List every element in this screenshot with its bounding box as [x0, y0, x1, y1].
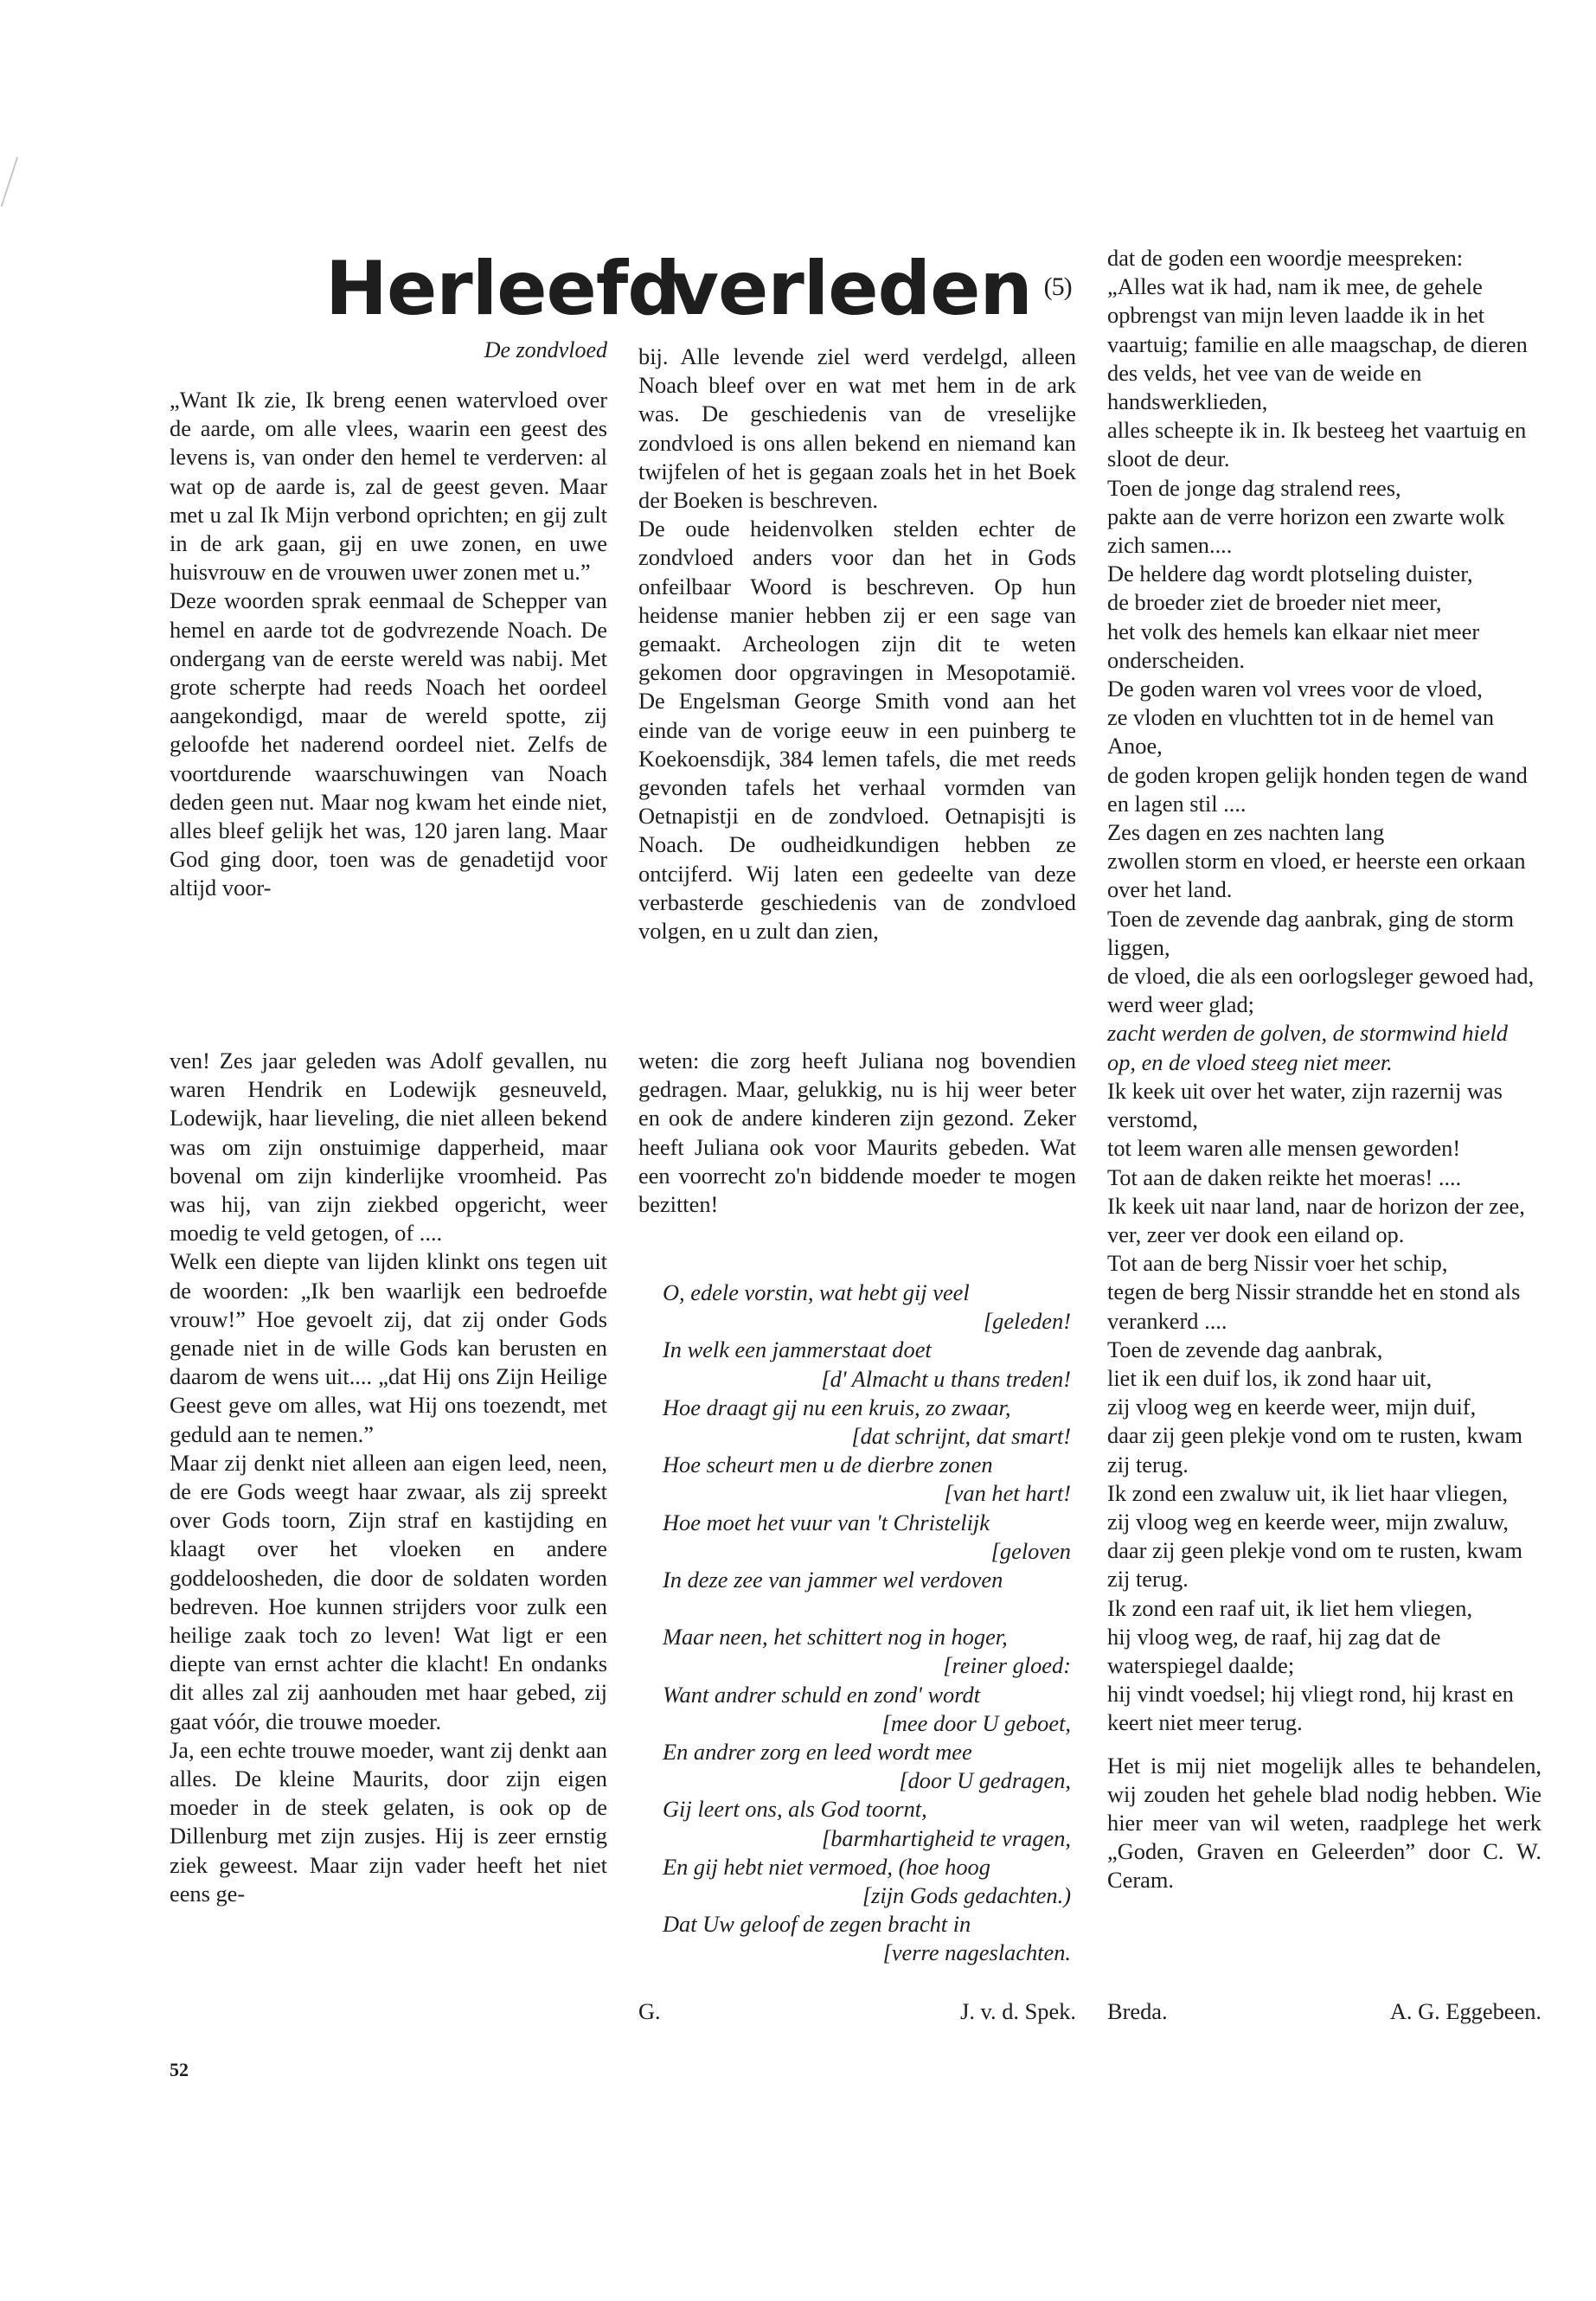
epic-line: de broeder ziet de broeder niet meer,: [1107, 589, 1442, 616]
poem: [663, 1279, 1076, 1968]
poem-line: O, edele vorstin, wat hebt gij veel: [663, 1279, 970, 1305]
poem-line: Gij leert ons, als God toornt,: [663, 1796, 927, 1823]
poem-line-continuation: [verre nageslachten.: [882, 1939, 1071, 1966]
epic-line: tot leem waren alle mensen geworden!: [1107, 1135, 1461, 1162]
column-1-top: [170, 386, 607, 903]
epic-line: tegen de berg Nissir strandde het en stond als verankerd ....: [1107, 1279, 1521, 1334]
column-2-bottom: [638, 1047, 1076, 1219]
poem-line: Hoe draagt gij nu een kruis, zo zwaar,: [663, 1394, 1011, 1420]
paragraph: bij. Alle levende ziel werd verdelgd, alleen Noach bleef over en wat met hem in de ark was. De geschiedenis van de vreselijke zondvloed is ons allen bekend en niemand kan twijfelen of het is gegaan zoals het in het Boek der Boeken is beschreven.: [638, 343, 1076, 514]
poem-line-continuation: [van het hart!: [944, 1480, 1071, 1507]
epic-line: hij vloog weg, de raaf, hij zag dat de waterspiegel daalde;: [1107, 1623, 1441, 1678]
article-title: [325, 244, 1086, 332]
epic-line: De heldere dag wordt plotseling duister,: [1107, 561, 1473, 587]
paragraph: weten: die zorg heeft Juliana nog bovendien gedragen. Maar, gelukkig, nu is hij weer beter en ook de andere kinderen zijn gezond. Zeker heeft Juliana ook voor Maurits gebeden. Wat een voorrecht zo'n biddende moeder te mogen bezitten!: [638, 1048, 1076, 1218]
epic-line: Zes dagen en zes nachten lang: [1107, 819, 1385, 846]
poem-line-continuation: [reiner gloed:: [943, 1652, 1071, 1679]
epic-line: de vloed, die als een oorlogsleger gewoed had, werd weer glad;: [1107, 963, 1535, 1018]
paragraph: Het is mij niet mogelijk alles te behandelen, wij zouden het gehele blad nodig hebben. Wie hier meer van wil weten, raadplege het werk „Goden, Graven en Geleerden” door C. W. Ceram.: [1107, 1752, 1542, 1894]
paragraph: „Want Ik zie, Ik breng eenen watervloed over de aarde, om alle vlees, waarin een geest des levens is, van onder den hemel te verderven: al wat op de aarde is, zal de geest geven. Maar met u zal Ik Mijn verbond oprichten; en gij zult in de ark gaan, gij en uwe zonen, en uwe huisvrouw en de vrouwen uwer zonen met u.”: [170, 387, 607, 586]
poem-line: In deze zee van jammer wel verdoven: [663, 1567, 1003, 1593]
page-number: 52: [170, 2059, 189, 2080]
epic-line: alles scheepte ik in. Ik besteeg het vaartuig en sloot de deur.: [1107, 417, 1527, 472]
stanza-break: [663, 1594, 1076, 1623]
epic-line: hij vindt voedsel; hij vliegt rond, hij krast en keert niet meer terug.: [1107, 1681, 1514, 1736]
poem-line-continuation: [barmhartigheid te vragen,: [821, 1824, 1071, 1851]
epic-line: het volk des hemels kan elkaar niet meer onderscheiden.: [1107, 618, 1480, 673]
epic-line: ze vloden en vluchtten tot in de hemel van Anoe,: [1107, 704, 1495, 760]
poem-line-continuation: [d' Almacht u thans treden!: [821, 1365, 1071, 1392]
paragraph: dat de goden een woordje meespreken:: [1107, 245, 1464, 271]
epic-line: pakte aan de verre horizon een zwarte wolk zich samen....: [1107, 503, 1505, 559]
poem-line: En gij hebt niet vermoed, (hoe hoog: [663, 1853, 990, 1880]
column-1-bottom: [170, 1047, 607, 1908]
epic-line: daar zij geen plekje vond om te rusten, kwam zij terug.: [1107, 1537, 1523, 1593]
epic-line: Toen de zevende dag aanbrak, ging de storm liggen,: [1107, 905, 1515, 960]
epic-line: Tot aan de daken reikte het moeras! ....: [1107, 1163, 1462, 1190]
poem-line-continuation: [mee door U geboet,: [881, 1709, 1071, 1736]
author-signature: A. G. Eggebeen.: [1389, 1998, 1542, 2024]
epic-line: zacht werden de golven, de stormwind hield op, en de vloed steeg niet meer.: [1107, 1020, 1508, 1075]
poem-line: Want andrer schuld en zond' wordt: [663, 1681, 981, 1708]
title-word-1: Herleefd: [325, 246, 680, 332]
paragraph: Deze woorden sprak eenmaal de Schepper van hemel en aarde tot de godvrezende Noach. De ondergang van de eerste wereld was nabij. Met grote scherpte had reeds Noach het oordeel aangekondigd, maar de wereld spotte, zij geloofde het naderend oordeel niet. Zelfs de voortdurende waarschuwingen van Noach deden geen nut. Maar nog kwam het einde niet, alles bleef gelijk het was, 120 jaren lang. Maar God ging door, toen was de genadetijd voor altijd voor-: [170, 587, 607, 901]
paragraph: De oude heidenvolken stelden echter de zondvloed anders voor dan het in Gods onfeilbaar Woord is beschreven. Op hun heidense manier hebben zij er een sage van gemaakt. Archeologen zijn dit te weten gekomen door opgravingen in Mesopotamië. De Engelsman George Smith vond aan het einde van de vorige eeuw in een puinberg te Koekoensdijk, 384 lemen tafels, die met reeds gevonden tafels het verhaal vormden van Oetnapistji en de zondvloed. Oetnapisjti is Noach. De oudheidkundigen hebben ze ontcijferd. Wij laten een gedeelte van deze verbasterde geschiedenis van de zondvloed volgen, en u zult dan zien,: [638, 516, 1076, 945]
epic-line: Toen de zevende dag aanbrak,: [1107, 1336, 1383, 1362]
title-word-2: verleden: [670, 246, 1032, 332]
pencil-mark: [1, 157, 18, 207]
poem-line-continuation: [geloven: [990, 1537, 1071, 1564]
poem-line-continuation: [door U gedragen,: [899, 1767, 1071, 1794]
epic-line: de goden kropen gelijk honden tegen de wand en lagen stil ....: [1107, 761, 1528, 817]
paragraph: Ja, een echte trouwe moeder, want zij denkt aan alles. De kleine Maurits, door zijn eigen moeder in de steek gelaten, is ook op de Dillenburg met zijn zusjes. Hij is zeer ernstig ziek geweest. Maar zijn vader heeft het niet eens ge-: [170, 1736, 607, 1907]
poem-line: Maar neen, het schittert nog in hoger,: [663, 1624, 1008, 1650]
poem-line: In welk een jammerstaat doet: [663, 1336, 932, 1363]
poem-line-continuation: [dat schrijnt, dat smart!: [851, 1423, 1071, 1450]
poem-line-continuation: [geleden!: [983, 1308, 1071, 1335]
article-subtitle: De zondvloed: [484, 337, 607, 362]
poem-signature-right: J. v. d. Spek.: [960, 1998, 1076, 2024]
poem-line-continuation: [zijn Gods gedachten.): [862, 1882, 1071, 1909]
epic-line: zij vloog weg en keerde weer, mijn zwaluw,: [1107, 1508, 1509, 1535]
epic-excerpt: [1107, 272, 1542, 1737]
poem-line: En andrer zorg en leed wordt mee: [663, 1739, 972, 1766]
poem-line: Dat Uw geloof de zegen bracht in: [663, 1911, 971, 1938]
epic-line: Toen de jonge dag stralend rees,: [1107, 474, 1401, 501]
poem-signature-left: G.: [638, 1998, 661, 2024]
column-2-top: [638, 343, 1076, 945]
paragraph: Welk een diepte van lijden klinkt ons tegen uit de woorden: „Ik ben waarlijk een bedroefde vrouw!” Hoe gevoelt zij, dat zij onder Gods genade niet in de wille Gods kan berusten en daarom de wens uit.... „dat Hij ons Zijn Heilige Geest geve om alles, wat Hij ons toezendt, met geduld aan te nemen.”: [170, 1248, 607, 1447]
epic-line: Ik keek uit naar land, naar de horizon der zee,: [1107, 1192, 1525, 1219]
epic-line: Ik zond een zwaluw uit, ik liet haar vliegen,: [1107, 1479, 1509, 1506]
epic-line: Tot aan de berg Nissir voer het schip,: [1107, 1250, 1448, 1277]
poem-line: Hoe moet het vuur van 't Christelijk: [663, 1509, 990, 1535]
column-3: [1107, 244, 1542, 1895]
part-number: (5): [1043, 272, 1072, 301]
epic-line: daar zij geen plekje vond om te rusten, kwam zij terug.: [1107, 1422, 1523, 1477]
paragraph: ven! Zes jaar geleden was Adolf gevallen, nu waren Hendrik en Lodewijk gesneuveld, Lodewijk, haar lieveling, die niet alleen bekend was om zijn onstuimige dapperheid, maar bovenal om zijn kinderlijke vroomheid. Pas was hij, van zijn ziekbed opgericht, weer moedig te veld getogen, of ....: [170, 1048, 607, 1247]
epic-line: „Alles wat ik had, nam ik mee, de gehele opbrengst van mijn leven laadde ik in het vaartuig; familie en alle maagschap, de dieren des velds, het vee van de weide en handswerklieden,: [1107, 273, 1528, 415]
place-signature: Breda.: [1107, 1998, 1168, 2024]
paragraph: Maar zij denkt niet alleen aan eigen leed, neen, de ere Gods weegt haar zwaar, als zij spreekt over Gods toorn, Zijn straf en kastijding en klaagt over het vloeken en andere goddeloosheden, die door de soldaten worden bedreven. Hoe kunnen strijders voor zulk een heilige zaak toch zo leven! Wat ligt er een diepte van ernst achter die klacht! En ondanks dit alles zal zij aanhouden met haar gebed, zij gaat vóór, die trouwe moeder.: [170, 1449, 607, 1734]
epic-line: liet ik een duif los, ik zond haar uit,: [1107, 1364, 1433, 1391]
epic-line: ver, zeer ver dook een eiland op.: [1107, 1221, 1405, 1247]
epic-line: Ik zond een raaf uit, ik liet hem vliegen,: [1107, 1594, 1473, 1621]
epic-line: zij vloog weg en keerde weer, mijn duif,: [1107, 1394, 1477, 1420]
epic-line: Ik keek uit over het water, zijn razernij was verstomd,: [1107, 1077, 1503, 1133]
poem-line: Hoe scheurt men u de dierbre zonen: [663, 1452, 993, 1478]
epic-line: zwollen storm en vloed, er heerste een orkaan over het land.: [1107, 848, 1526, 903]
epic-line: De goden waren vol vrees voor de vloed,: [1107, 676, 1483, 702]
